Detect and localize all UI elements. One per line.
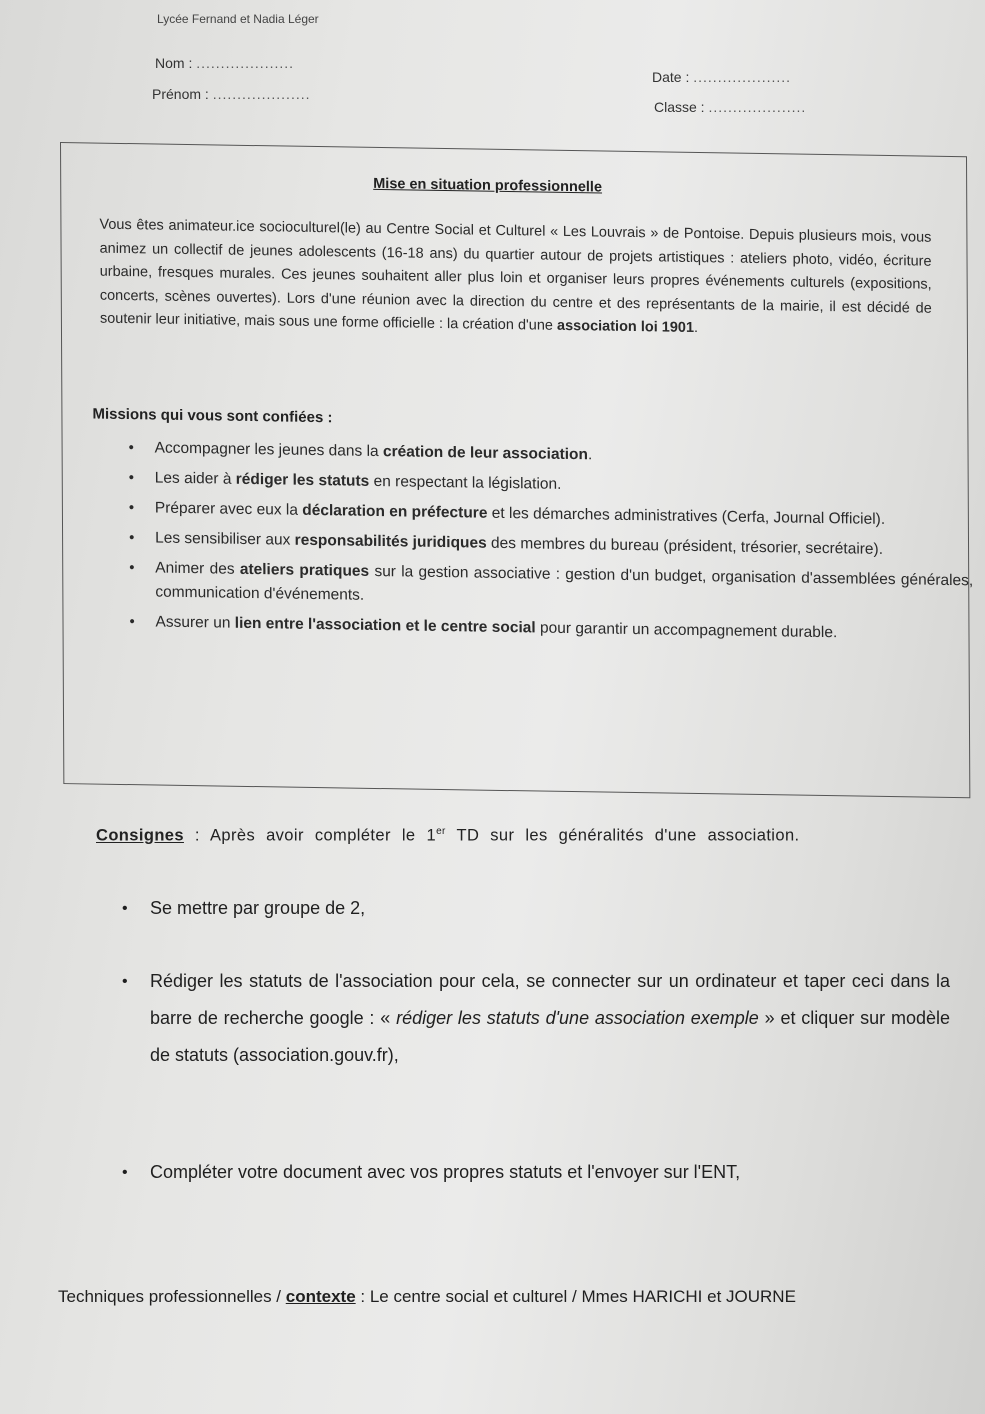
mission-item: • Préparer avec eux la déclaration en préfecture et les démarches administratives (Cerfa, Journal Officiel). [93,496,973,534]
step-item: • Se mettre par groupe de 2, [110,890,950,927]
situation-title: Mise en situation professionnelle [373,175,603,196]
situation-box [60,142,974,798]
situation-paragraph [99,214,932,345]
footer-line [58,1287,796,1307]
classe-label: Classe : [654,99,705,115]
footer-post: : Le centre social et culturel / Mmes HARICHI et JOURNE [355,1287,796,1306]
situation-paragraph-bold: association loi 1901 [556,317,695,336]
step-item: • Compléter votre document avec vos propres statuts et l'envoyer sur l'ENT, [110,1154,950,1191]
prenom-blank: .................... [212,86,311,102]
mission-item: • Accompagner les jeunes dans la création de leur association. [93,436,973,474]
situation-paragraph-text: Vous êtes animateur.ice socioculturel(le) au Centre Social et Culturel « Les Louvrais » de Pontoise. Depuis plusieurs mois, vous animez un collectif de jeunes adolescents (16-18 ans) du quartier autour de projets artistiques : ateliers photo, vidéo, écriture urbaine, fresques murales. Ces jeunes souhaitent aller plus loin et organiser leurs propres événements culturels (expositions, concerts, scènes ouvertes). Lors d'une réunion avec la direction du centre et des représentants de la mairie, il est décidé de soutenir leur initiative, mais sous une forme officielle : la création d'une [99,216,932,334]
mission-item: • Les sensibiliser aux responsabilités juridiques des membres du bureau (président, trésorier, secrétaire). [93,526,973,564]
footer-pre: Techniques professionnelles / [58,1287,286,1306]
classe-blank: .................... [708,99,807,115]
consignes-text-b: TD sur les généralités d'une association. [445,826,800,845]
missions-list [93,436,974,654]
situation-paragraph-end: . [693,319,699,337]
date-blank: .................... [693,69,792,85]
nom-blank: .................... [196,55,295,71]
mission-item: • Les aider à rédiger les statuts en respectant la législation. [93,466,973,504]
step-item: • Rédiger les statuts de l'association pour cela, se connecter sur un ordinateur et taper ceci dans la barre de recherche google : « rédiger les statuts d'une association exemple » et cliquer sur modèle de statuts (association.gouv.fr), [110,963,950,1074]
nom-label: Nom : [155,55,193,71]
classe-field [654,99,806,115]
date-field [652,69,791,85]
consignes-label: Consignes [96,826,184,845]
footer-context: contexte [285,1287,356,1306]
date-label: Date : [652,69,690,85]
consignes-text-a: : Après avoir compléter le 1 [183,826,437,845]
school-name: Lycée Fernand et Nadia Léger [157,12,319,26]
mission-item: • Animer des ateliers pratiques sur la gestion associative : gestion d'un budget, organisation d'assemblées générales, communication d'événements. [93,556,973,618]
prenom-field [152,86,311,102]
nom-field [155,55,294,71]
consignes-sup: er [436,826,446,837]
consignes-line [96,826,926,846]
missions-title: Missions qui vous sont confiées : [92,405,333,427]
prenom-label: Prénom : [152,86,209,102]
mission-item: • Assurer un lien entre l'association et le centre social pour garantir un accompagnement durable. [93,610,973,648]
